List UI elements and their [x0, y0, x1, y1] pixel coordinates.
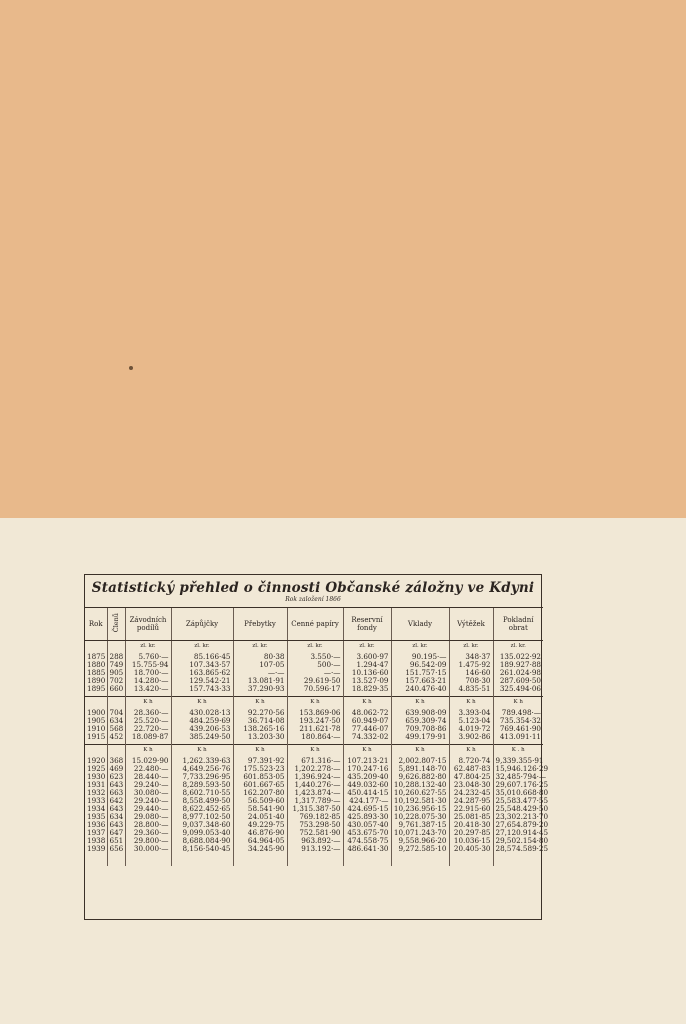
cell-obrat: 35,010.668·80: [493, 789, 543, 797]
cell-vklady: 2,002.807·15: [391, 757, 449, 765]
cell-reserv: 10.136·60: [343, 669, 391, 677]
cell-rok: 1875: [87, 652, 106, 662]
cell-zavodni: 22.480·—: [125, 765, 171, 773]
statistics-table: [85, 607, 549, 866]
cell-zapujcky: 157.743·33: [171, 685, 233, 693]
cell-prebytky: 80·38: [233, 653, 287, 661]
cell-obrat: 189.927·88: [493, 661, 543, 669]
cell-zapujcky: 9,099.053·40: [171, 829, 233, 837]
unit-cell: K . h: [493, 745, 543, 758]
paper-speck: [129, 366, 133, 370]
table-subtitle: Rok založení 1866: [285, 596, 341, 603]
cell-clenu: 288: [107, 653, 125, 661]
cell-clenu: 749: [107, 661, 125, 669]
cell-prebytky: 46.876·90: [233, 829, 287, 837]
cell-vklady: 10,192.581·30: [391, 797, 449, 805]
cell-rok: 1910: [87, 724, 106, 734]
cell-zavodni: 30.080·—: [125, 789, 171, 797]
cell-vklady: 9,761.387·15: [391, 821, 449, 829]
header-zapujcky: Zápůjčky: [171, 608, 233, 641]
cell-reserv: 1.294·47: [343, 661, 391, 669]
cell-vytezek: 47.804·25: [449, 773, 493, 781]
cell-reserv: 77.446·07: [343, 725, 391, 733]
header-reserv: Reservní fondy: [343, 608, 391, 641]
unit-cell: K h: [287, 697, 343, 710]
header-vklady: Vklady: [391, 608, 449, 641]
cell-rok: 1935: [87, 812, 106, 822]
cell-clenu: 642: [107, 797, 125, 805]
cell-obrat: 27,654.879·20: [493, 821, 543, 829]
cell-prebytky: —·—: [233, 669, 287, 677]
cell-vklady: 709.708·86: [391, 725, 449, 733]
cell-zapujcky: 1,262.339·63: [171, 757, 233, 765]
cell-zavodni: 14.280·—: [125, 677, 171, 685]
header-prebytky: Přebytky: [233, 608, 287, 641]
cell-reserv: 13.527·09: [343, 677, 391, 685]
table-body: [85, 641, 549, 867]
cell-cenne: 671.316·—: [287, 757, 343, 765]
cell-vklady: 5,891.148·70: [391, 765, 449, 773]
header-clenu-label: Členů: [112, 613, 120, 633]
cell-clenu: 568: [107, 725, 125, 733]
cell-cenne: 963.892·—: [287, 837, 343, 845]
cell-reserv: 48.062·72: [343, 709, 391, 717]
cell-obrat: 9,339.355·91: [493, 757, 543, 765]
cell-obrat: 735.354·32: [493, 717, 543, 725]
cell-zapujcky: 129.542·21: [171, 677, 233, 685]
cell-reserv: 424.695·15: [343, 805, 391, 813]
cell-clenu: 647: [107, 829, 125, 837]
cell-cenne: 3.550·—: [287, 653, 343, 661]
header-obrat: Pokladní obrat: [493, 608, 543, 641]
unit-cell: K h: [171, 745, 233, 758]
cell-vytezek: 8.720·74: [449, 757, 493, 765]
cell-vytezek: 3.393·04: [449, 709, 493, 717]
header-clenu: [107, 608, 125, 641]
cell-cenne: 1,317.789·—: [287, 797, 343, 805]
cell-zavodni: 29.080·—: [125, 813, 171, 821]
cell-rok: 1900: [87, 708, 106, 718]
cell-zavodni: 29.240·—: [125, 797, 171, 805]
cell-vklady: 151.757·15: [391, 669, 449, 677]
cell-vytezek: 20.418·30: [449, 821, 493, 829]
cell-zavodni: 29.360·—: [125, 829, 171, 837]
cell-vytezek: 20.405·30: [449, 845, 493, 853]
cell-clenu: 634: [107, 813, 125, 821]
cell-cenne: 500·—: [287, 661, 343, 669]
cell-zapujcky: 7,733.296·95: [171, 773, 233, 781]
cell-rok: 1938: [87, 836, 106, 846]
unit-cell: K h: [343, 697, 391, 710]
cell-reserv: 3.600·97: [343, 653, 391, 661]
cell-cenne: 1,315.387·50: [287, 805, 343, 813]
cell-vytezek: 22.915·60: [449, 805, 493, 813]
cell-zavodni: 29.240·—: [125, 781, 171, 789]
cell-zavodni: 22.720·—: [125, 725, 171, 733]
unit-cell: K h: [391, 697, 449, 710]
cell-zavodni: 15.029·90: [125, 757, 171, 765]
cell-rok: 1936: [87, 820, 106, 830]
cell-cenne: 29.619·50: [287, 677, 343, 685]
cell-cenne: 153.869·06: [287, 709, 343, 717]
cell-rok: 1934: [87, 804, 106, 814]
cell-prebytky: 138.265·16: [233, 725, 287, 733]
cell-rok: 1932: [87, 788, 106, 798]
cell-obrat: 789.498·—: [493, 709, 543, 717]
cell-vytezek: 5.123·04: [449, 717, 493, 725]
table-row: [85, 733, 543, 741]
cell-zavodni: 29.440·—: [125, 805, 171, 813]
cell-vklady: 240.476·40: [391, 685, 449, 693]
cell-rok: 1880: [87, 660, 106, 670]
cell-zapujcky: 4,649.256·76: [171, 765, 233, 773]
cell-obrat: 27,120.914·45: [493, 829, 543, 837]
cell-obrat: 29,502.154·80: [493, 837, 543, 845]
cell-zapujcky: 8,156·540·45: [171, 845, 233, 853]
cell-zapujcky: 107.343·57: [171, 661, 233, 669]
cell-clenu: 660: [107, 685, 125, 693]
cell-zapujcky: 8,602.710·55: [171, 789, 233, 797]
cell-obrat: 261.024·98: [493, 669, 543, 677]
cell-prebytky: 97.391·92: [233, 757, 287, 765]
cell-zapujcky: 8,558.499·50: [171, 797, 233, 805]
unit-cell: K h: [125, 697, 171, 710]
cell-prebytky: 36.714·08: [233, 717, 287, 725]
cell-zavodni: 18.089·87: [125, 733, 171, 741]
cell-vklady: 10,228.075·30: [391, 813, 449, 821]
cell-zapujcky: 439.206·53: [171, 725, 233, 733]
cell-reserv: 425.893·30: [343, 813, 391, 821]
cell-obrat: 29,607.176·25: [493, 781, 543, 789]
cell-vytezek: 708·30: [449, 677, 493, 685]
cell-clenu: 643: [107, 805, 125, 813]
cell-vytezek: 62.487·83: [449, 765, 493, 773]
cell-zapujcky: 385.249·50: [171, 733, 233, 741]
unit-cell: zl. kr.: [125, 641, 171, 654]
cell-vklady: 659.309·74: [391, 717, 449, 725]
cell-zapujcky: 8,622.452·65: [171, 805, 233, 813]
unit-cell: zl. kr.: [233, 641, 287, 654]
cell-vytezek: 146·60: [449, 669, 493, 677]
unit-cell: zl. kr.: [343, 641, 391, 654]
unit-cell: zl. kr.: [449, 641, 493, 654]
document-page: [0, 518, 686, 1024]
cell-prebytky: 162.207·80: [233, 789, 287, 797]
cell-vklady: 10,260.627·55: [391, 789, 449, 797]
cell-vklady: 10,071.243·70: [391, 829, 449, 837]
cell-obrat: 135.022·92: [493, 653, 543, 661]
cell-zapujcky: 430.028·13: [171, 709, 233, 717]
table-row: [85, 685, 543, 693]
header-zavodni: Závodních podílů: [125, 608, 171, 641]
cell-cenne: 1,423.874·—: [287, 789, 343, 797]
cell-zavodni: 5.760·—: [125, 653, 171, 661]
cell-zavodni: 28.360·—: [125, 709, 171, 717]
unit-cell: zl. kr.: [171, 641, 233, 654]
cell-clenu: 905: [107, 669, 125, 677]
unit-cell: K h: [391, 745, 449, 758]
cell-obrat: 15,946.126·29: [493, 765, 543, 773]
cell-rok: 1915: [87, 732, 106, 742]
unit-cell: K h: [343, 745, 391, 758]
cell-reserv: 435.209·40: [343, 773, 391, 781]
cell-prebytky: 13.081·91: [233, 677, 287, 685]
cell-cenne: 193.247·50: [287, 717, 343, 725]
cell-vytezek: 10.036·15: [449, 837, 493, 845]
cell-cenne: 913.192·—: [287, 845, 343, 853]
cell-vytezek: 24.287·95: [449, 797, 493, 805]
cell-zapujcky: 8,289.593·50: [171, 781, 233, 789]
cell-vklady: 9,626.882·80: [391, 773, 449, 781]
cell-zavodni: 18.700·—: [125, 669, 171, 677]
cell-rok: 1905: [87, 716, 106, 726]
table-row: [85, 845, 543, 853]
unit-cell: K h: [125, 745, 171, 758]
cell-reserv: 430.057·40: [343, 821, 391, 829]
cell-cenne: 1,440.276·—: [287, 781, 343, 789]
cell-prebytky: 24.051·40: [233, 813, 287, 821]
cell-cenne: 753.298·50: [287, 821, 343, 829]
cell-clenu: 643: [107, 821, 125, 829]
cell-reserv: 107.213·21: [343, 757, 391, 765]
cell-vytezek: 25.081·85: [449, 813, 493, 821]
cell-clenu: 634: [107, 717, 125, 725]
cell-obrat: 23,302.213·70: [493, 813, 543, 821]
cell-zapujcky: 163.865·62: [171, 669, 233, 677]
cell-clenu: 704: [107, 709, 125, 717]
cell-vklady: 9,272.585·10: [391, 845, 449, 853]
unit-cell: zl. kr.: [391, 641, 449, 654]
cell-reserv: 170.247·16: [343, 765, 391, 773]
cell-zavodni: 28.440·—: [125, 773, 171, 781]
cell-reserv: 74.332·02: [343, 733, 391, 741]
cell-reserv: 424.177·—: [343, 797, 391, 805]
unit-cell: zl. kr.: [287, 641, 343, 654]
cell-reserv: 18.829·35: [343, 685, 391, 693]
cell-clenu: 663: [107, 789, 125, 797]
cell-cenne: 180.864·—: [287, 733, 343, 741]
cell-rok: 1933: [87, 796, 106, 806]
cell-obrat: 325.494·06: [493, 685, 543, 693]
cell-clenu: 651: [107, 837, 125, 845]
header-rok: Rok: [85, 608, 107, 641]
cell-rok: 1890: [87, 676, 106, 686]
cell-obrat: 287.609·50: [493, 677, 543, 685]
cell-zapujcky: 85.166·45: [171, 653, 233, 661]
unit-cell: K h: [171, 697, 233, 710]
cell-reserv: 474.558·75: [343, 837, 391, 845]
cell-reserv: 486.641·30: [343, 845, 391, 853]
cell-vklady: 157.663·21: [391, 677, 449, 685]
table-title: Statistický přehled o činnosti Občanské záložny ve Kdyni: [91, 580, 535, 596]
unit-cell: K h: [493, 697, 543, 710]
cell-vytezek: 23.048·30: [449, 781, 493, 789]
cell-obrat: 25,548.429·50: [493, 805, 543, 813]
cell-rok: 1930: [87, 772, 106, 782]
cell-reserv: 449.032·60: [343, 781, 391, 789]
unit-cell: K h: [233, 697, 287, 710]
unit-cell: zl. kr.: [493, 641, 543, 654]
cell-zavodni: 13.420·—: [125, 685, 171, 693]
cell-prebytky: 107·05: [233, 661, 287, 669]
cell-cenne: 1,202.278·—: [287, 765, 343, 773]
cell-zavodni: 29.800·—: [125, 837, 171, 845]
cell-obrat: 769.461·90: [493, 725, 543, 733]
cell-vklady: 96.542·09: [391, 661, 449, 669]
cell-prebytky: 13.203·30: [233, 733, 287, 741]
unit-cell: K h: [449, 745, 493, 758]
cell-vytezek: 24.232·45: [449, 789, 493, 797]
header-vytezek: Výtěžek: [449, 608, 493, 641]
cell-cenne: 1,396.924·—: [287, 773, 343, 781]
cell-clenu: 452: [107, 733, 125, 741]
cell-vytezek: 4.835·51: [449, 685, 493, 693]
header-cenne: Cenné papíry: [287, 608, 343, 641]
cell-cenne: 70.596·17: [287, 685, 343, 693]
cell-zavodni: 25.520·—: [125, 717, 171, 725]
cell-rok: 1895: [87, 684, 106, 694]
cell-clenu: 643: [107, 781, 125, 789]
cell-vklady: 10,236.956·15: [391, 805, 449, 813]
cell-cenne: —·—: [287, 669, 343, 677]
header-row: [85, 608, 543, 641]
cell-clenu: 469: [107, 765, 125, 773]
unit-cell: K h: [449, 697, 493, 710]
cell-vklady: 639.908·09: [391, 709, 449, 717]
cell-rok: 1937: [87, 828, 106, 838]
cell-vklady: 9,558.966·20: [391, 837, 449, 845]
cell-obrat: 413.091·11: [493, 733, 543, 741]
cell-vytezek: 348·37: [449, 653, 493, 661]
cell-obrat: 28,574.589·25: [493, 845, 543, 853]
cell-obrat: 32,485·794·—: [493, 773, 543, 781]
cell-vytezek: 4.019·72: [449, 725, 493, 733]
cell-clenu: 702: [107, 677, 125, 685]
unit-cell: K h: [233, 745, 287, 758]
unit-cell: K h: [287, 745, 343, 758]
cell-cenne: 752.581·90: [287, 829, 343, 837]
cell-cenne: 211.621·78: [287, 725, 343, 733]
cell-vklady: 10,288.132·40: [391, 781, 449, 789]
cell-prebytky: 175.523·23: [233, 765, 287, 773]
cell-prebytky: 601.667·65: [233, 781, 287, 789]
cell-clenu: 623: [107, 773, 125, 781]
statistics-table-frame: [84, 574, 549, 920]
cell-reserv: 453.675·70: [343, 829, 391, 837]
cell-prebytky: 601.853·05: [233, 773, 287, 781]
cell-rok: 1920: [87, 756, 106, 766]
cell-rok: 1939: [87, 844, 106, 854]
cell-cenne: 769.182·85: [287, 813, 343, 821]
cell-prebytky: 34.245·90: [233, 845, 287, 853]
cell-zapujcky: 8,688.084·90: [171, 837, 233, 845]
cell-zavodni: 28.800·—: [125, 821, 171, 829]
cell-prebytky: 58.541·90: [233, 805, 287, 813]
cell-prebytky: 37.290·93: [233, 685, 287, 693]
cell-prebytky: 56.509·60: [233, 797, 287, 805]
cell-rok: 1885: [87, 668, 106, 678]
cell-obrat: 25,583.477·55: [493, 797, 543, 805]
spacer-row: [85, 853, 543, 866]
cell-prebytky: 92.270·56: [233, 709, 287, 717]
cell-rok: 1925: [87, 764, 106, 774]
cell-zavodni: 15.755·94: [125, 661, 171, 669]
cell-zapujcky: 484.259·69: [171, 717, 233, 725]
cell-prebytky: 64.964·05: [233, 837, 287, 845]
cell-zapujcky: 8,977.102·50: [171, 813, 233, 821]
cell-rok: 1931: [87, 780, 106, 790]
cell-vklady: 499.179·91: [391, 733, 449, 741]
cell-zapujcky: 9,037.348·60: [171, 821, 233, 829]
cell-vytezek: 3.902·86: [449, 733, 493, 741]
cell-reserv: 60.949·07: [343, 717, 391, 725]
cell-clenu: 368: [107, 757, 125, 765]
cell-reserv: 450.414·15: [343, 789, 391, 797]
cell-vytezek: 20.297·85: [449, 829, 493, 837]
cell-vklady: 90.195·—: [391, 653, 449, 661]
cell-prebytky: 49.229·75: [233, 821, 287, 829]
cell-vytezek: 1.475·92: [449, 661, 493, 669]
cell-clenu: 656: [107, 845, 125, 853]
cell-zavodni: 30.000·—: [125, 845, 171, 853]
